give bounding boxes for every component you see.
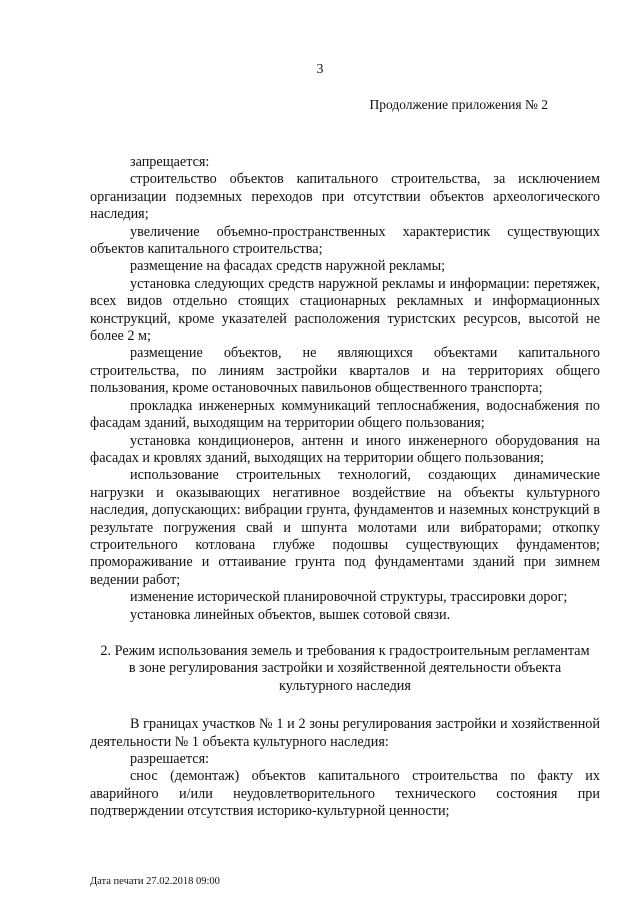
page-number: 3	[316, 62, 324, 77]
paragraph: размещение на фасадах средств наружной рекламы;	[130, 258, 446, 275]
paragraph: строительство объектов капитального строительства, за исключением организации подземных переходов при отсутствии объектов археологического наследия;	[90, 171, 600, 223]
paragraph: изменение исторической планировочной структуры, трассировки дорог;	[130, 589, 568, 606]
paragraph: снос (демонтаж) объектов капитального строительства по факту их аварийного и/или неудовлетворительного технического состояния при подтверждении отсутствия историко-культурной ценности;	[90, 768, 600, 820]
paragraph: установка кондиционеров, антенн и иного инженерного оборудования на фасадах и кровлях зданий, выходящих на территории общего пользования;	[90, 432, 600, 466]
paragraph: установка следующих средств наружной рекламы и информации: перетяжек, всех видов отдельно стоящих стационарных рекламных и информационных конструкций, кроме указателей расположения туристских ресурсов, высотой не более 2 м;	[90, 275, 600, 345]
paragraph: разрешается:	[130, 751, 210, 767]
document-body	[90, 154, 600, 821]
appendix-continuation-note: Продолжение приложения № 2	[369, 97, 548, 112]
paragraph: прокладка инженерных коммуникаций теплоснабжения, водоснабжения по фасадам зданий, выходящим на территории общего пользования;	[90, 397, 600, 432]
section-heading: 2. Режим использования земель и требования к градостроительным регламентам в зоне регулирования застройки и хозяйственной деятельности объекта культурного наследия	[100, 642, 590, 694]
paragraph: запрещается:	[130, 154, 210, 170]
paragraph: В границах участков № 1 и 2 зоны регулирования застройки и хозяйственной деятельности № 1 объекта культурного наследия:	[90, 716, 600, 750]
paragraph: использование строительных технологий, создающих динамические нагрузки и оказывающих негативное воздействие на объекты культурного наследия, допускающих: вибрации грунта, фундаментов и наземных конструкций в результате погружения свай и шпунта молотами или вибраторами; откопку строительного котлована глубже подошвы существующих фундаментов; промораживание и оттаивание грунта под фундаментами зданий при зимнем ведении работ;	[90, 467, 600, 588]
paragraph: размещение объектов, не являющихся объектами капитального строительства, по линиям застройки кварталов и на территориях общего пользования, кроме остановочных павильонов общественного транспорта;	[90, 345, 600, 397]
print-date-footer: Дата печати 27.02.2018 09:00	[90, 876, 220, 887]
paragraph: установка линейных объектов, вышек сотовой связи.	[130, 606, 451, 623]
paragraph: увеличение объемно-пространственных характеристик существующих объектов капитального строительства;	[90, 223, 600, 258]
